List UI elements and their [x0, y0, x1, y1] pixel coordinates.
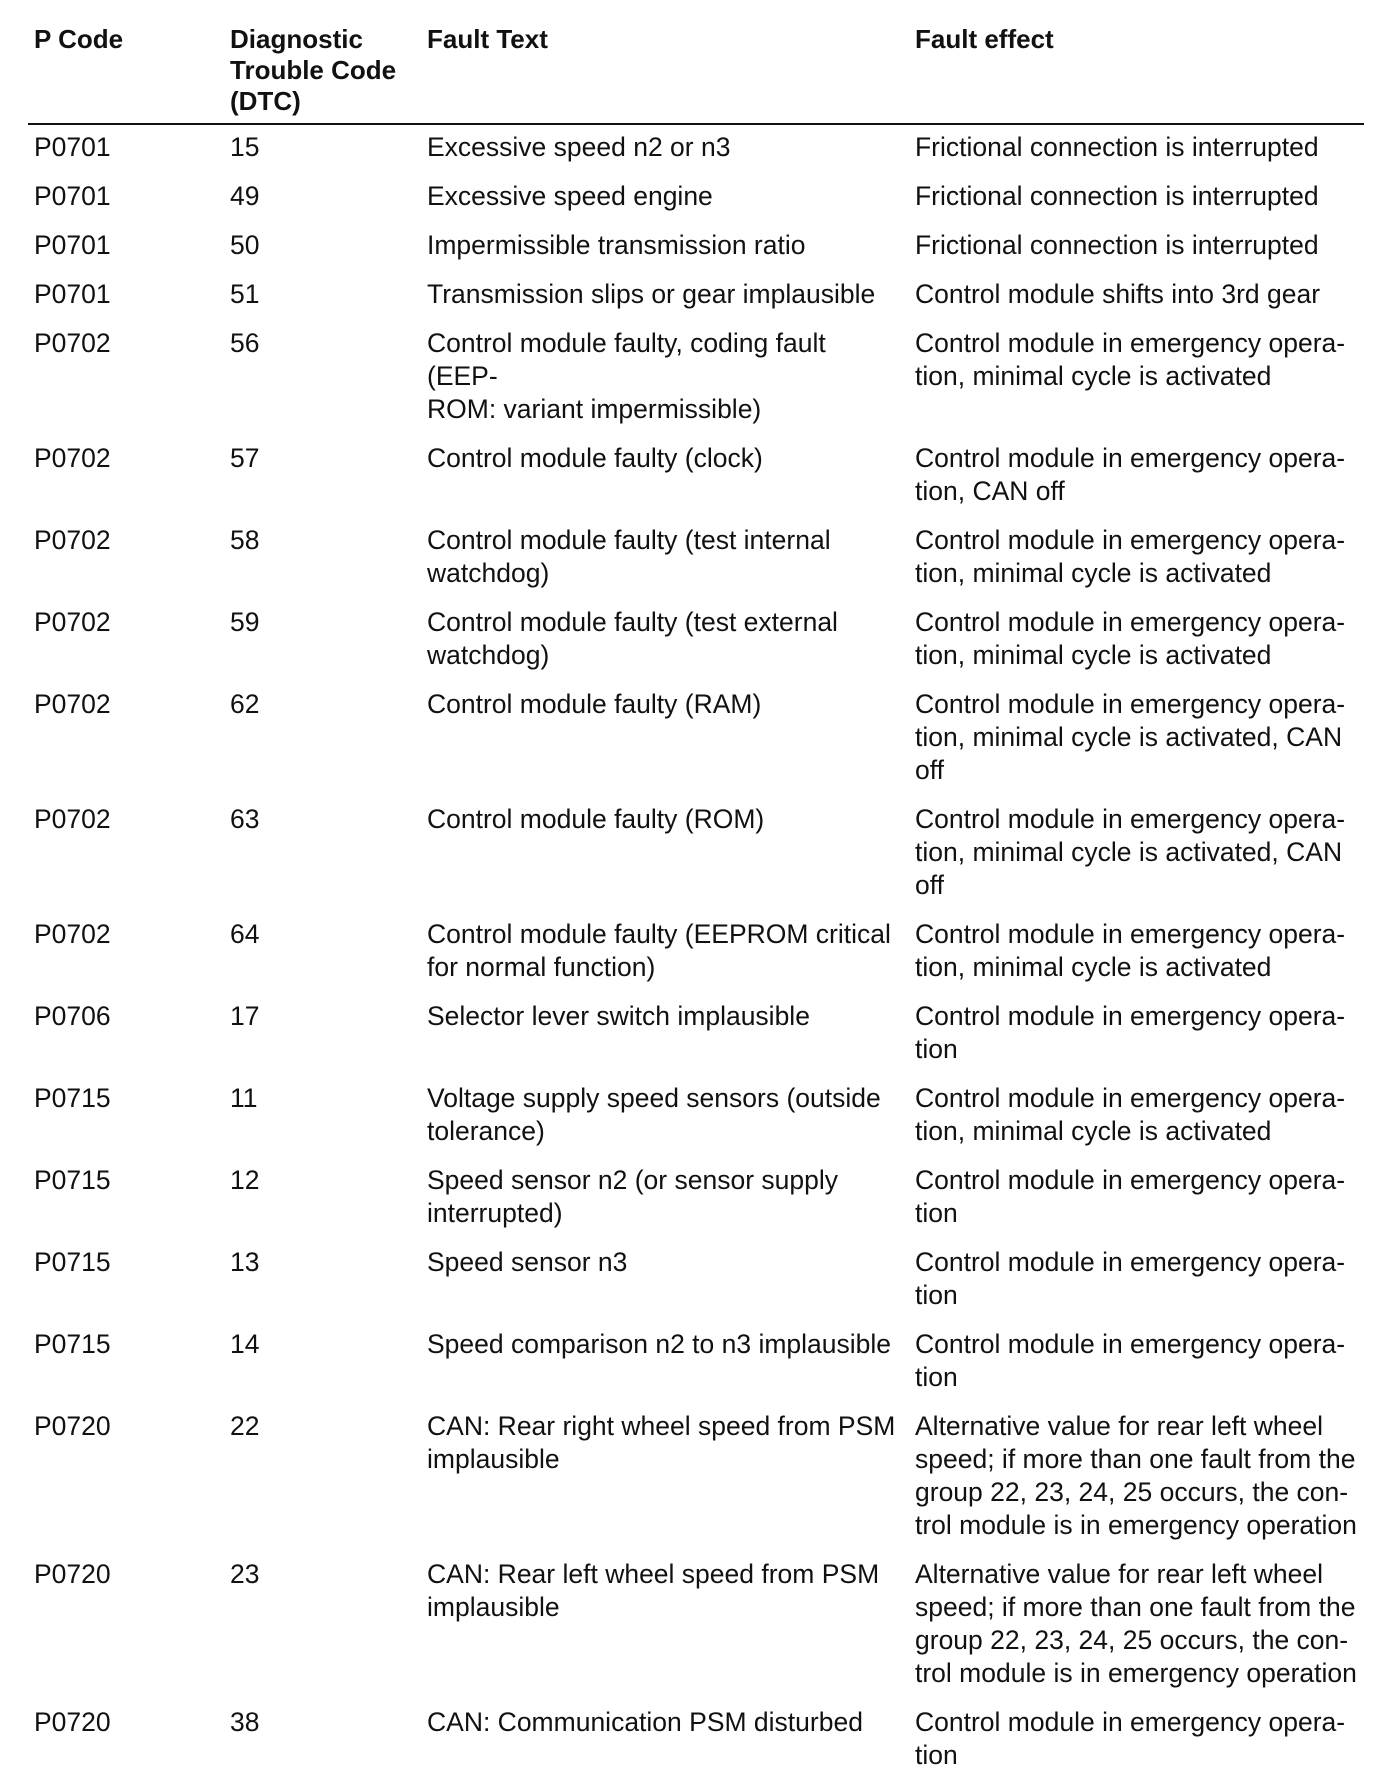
fault-text-value: Transmission slips or gear implausible [427, 279, 876, 309]
table-row [28, 436, 1364, 518]
cell-fault-text [421, 797, 909, 912]
cell-fault-text [421, 518, 909, 600]
cell-fault-effect [909, 124, 1364, 174]
cell-p-code [28, 600, 224, 682]
fault-text-value: Control module faulty, coding fault (EEP- ROM: variant impermissible) [427, 328, 826, 424]
dtc-value: 50 [230, 230, 260, 260]
cell-fault-text [421, 1552, 909, 1700]
fault-text-value: Excessive speed n2 or n3 [427, 132, 731, 162]
fault-text-value: CAN: Communication PSM disturbed [427, 1707, 863, 1737]
p-code-value: P0701 [34, 230, 111, 260]
cell-fault-text [421, 600, 909, 682]
cell-dtc [224, 518, 421, 600]
fault-text-value: CAN: Rear left wheel speed from PSM implausible [427, 1559, 880, 1622]
cell-fault-text [421, 272, 909, 321]
cell-dtc [224, 912, 421, 994]
p-code-value: P0701 [34, 279, 111, 309]
cell-p-code [28, 1076, 224, 1158]
cell-fault-effect [909, 912, 1364, 994]
table-row [28, 124, 1364, 174]
table-row [28, 1240, 1364, 1322]
cell-fault-text [421, 321, 909, 436]
p-code-value: P0720 [34, 1707, 111, 1737]
cell-fault-effect [909, 994, 1364, 1076]
cell-fault-text [421, 682, 909, 797]
cell-dtc [224, 682, 421, 797]
fault-effect-value: Frictional connection is interrupted [915, 230, 1319, 260]
cell-dtc [224, 321, 421, 436]
cell-fault-effect [909, 1404, 1364, 1552]
cell-fault-effect [909, 1700, 1364, 1782]
dtc-value: 57 [230, 443, 260, 473]
cell-fault-text [421, 994, 909, 1076]
cell-p-code [28, 1322, 224, 1404]
cell-fault-effect [909, 272, 1364, 321]
header-p-code-label: P Code [34, 24, 124, 54]
p-code-value: P0715 [34, 1329, 111, 1359]
fault-text-value: Impermissible transmission ratio [427, 230, 806, 260]
cell-fault-text [421, 1158, 909, 1240]
fault-effect-value: Control module in emergency opera- tion [915, 1165, 1346, 1228]
fault-text-value: Control module faulty (test external watchdog) [427, 607, 838, 670]
cell-dtc [224, 272, 421, 321]
fault-text-value: Control module faulty (ROM) [427, 804, 765, 834]
cell-dtc [224, 124, 421, 174]
p-code-value: P0702 [34, 607, 111, 637]
p-code-value: P0706 [34, 1001, 111, 1031]
p-code-value: P0702 [34, 689, 111, 719]
table-row [28, 1404, 1364, 1552]
cell-fault-text [421, 436, 909, 518]
cell-fault-text [421, 174, 909, 223]
fault-effect-value: Frictional connection is interrupted [915, 181, 1319, 211]
cell-p-code [28, 436, 224, 518]
cell-p-code [28, 1700, 224, 1782]
fault-code-table [28, 22, 1364, 1782]
p-code-value: P0715 [34, 1083, 111, 1113]
cell-fault-effect [909, 1322, 1364, 1404]
p-code-value: P0715 [34, 1247, 111, 1277]
header-fault-effect [909, 22, 1364, 124]
fault-text-value: Speed sensor n2 (or sensor supply interrupted) [427, 1165, 838, 1228]
cell-p-code [28, 682, 224, 797]
cell-fault-effect [909, 1158, 1364, 1240]
table-row [28, 1552, 1364, 1700]
dtc-value: 22 [230, 1411, 260, 1441]
cell-fault-effect [909, 1076, 1364, 1158]
cell-fault-effect [909, 223, 1364, 272]
cell-p-code [28, 1240, 224, 1322]
table-row [28, 1700, 1364, 1782]
cell-fault-text [421, 912, 909, 994]
cell-dtc [224, 1158, 421, 1240]
header-p-code [28, 22, 224, 124]
dtc-value: 59 [230, 607, 260, 637]
fault-text-value: Control module faulty (RAM) [427, 689, 762, 719]
p-code-value: P0701 [34, 132, 111, 162]
cell-fault-text [421, 1700, 909, 1782]
p-code-value: P0720 [34, 1411, 111, 1441]
p-code-value: P0702 [34, 525, 111, 555]
fault-text-value: Control module faulty (clock) [427, 443, 763, 473]
p-code-value: P0701 [34, 181, 111, 211]
cell-fault-effect [909, 797, 1364, 912]
dtc-value: 13 [230, 1247, 260, 1277]
cell-fault-effect [909, 1240, 1364, 1322]
fault-effect-value: Frictional connection is interrupted [915, 132, 1319, 162]
cell-fault-text [421, 1240, 909, 1322]
fault-text-value: Control module faulty (test internal watchdog) [427, 525, 831, 588]
fault-text-value: CAN: Rear right wheel speed from PSM implausible [427, 1411, 896, 1474]
table-row [28, 174, 1364, 223]
table-row [28, 272, 1364, 321]
cell-dtc [224, 1404, 421, 1552]
fault-effect-value: Control module in emergency opera- tion [915, 1001, 1346, 1064]
cell-p-code [28, 223, 224, 272]
fault-effect-value: Control module in emergency opera- tion, minimal cycle is activated [915, 919, 1346, 982]
cell-fault-effect [909, 436, 1364, 518]
table-row [28, 1076, 1364, 1158]
fault-effect-value: Control module shifts into 3rd gear [915, 279, 1321, 309]
cell-dtc [224, 797, 421, 912]
cell-p-code [28, 912, 224, 994]
cell-dtc [224, 1076, 421, 1158]
cell-dtc [224, 1700, 421, 1782]
dtc-value: 38 [230, 1707, 260, 1737]
fault-text-value: Selector lever switch implausible [427, 1001, 810, 1031]
fault-effect-value: Control module in emergency opera- tion, minimal cycle is activated [915, 1083, 1346, 1146]
dtc-value: 15 [230, 132, 260, 162]
cell-dtc [224, 174, 421, 223]
dtc-value: 49 [230, 181, 260, 211]
dtc-value: 17 [230, 1001, 260, 1031]
dtc-value: 64 [230, 919, 260, 949]
table-row [28, 994, 1364, 1076]
dtc-value: 12 [230, 1165, 260, 1195]
cell-p-code [28, 994, 224, 1076]
cell-p-code [28, 321, 224, 436]
header-dtc [224, 22, 421, 124]
cell-p-code [28, 518, 224, 600]
table-row [28, 321, 1364, 436]
cell-p-code [28, 797, 224, 912]
fault-text-value: Voltage supply speed sensors (outside tolerance) [427, 1083, 881, 1146]
cell-fault-text [421, 1076, 909, 1158]
header-fault-text [421, 22, 909, 124]
fault-effect-value: Alternative value for rear left wheel speed; if more than one fault from the group 22, 23, 24, 25 occurs, the con- trol module is in emergency operation [915, 1559, 1357, 1688]
p-code-value: P0702 [34, 328, 111, 358]
fault-effect-value: Control module in emergency opera- tion [915, 1247, 1346, 1310]
header-fault-text-label: Fault Text [427, 24, 548, 54]
dtc-value: 51 [230, 279, 260, 309]
cell-fault-text [421, 223, 909, 272]
fault-effect-value: Control module in emergency opera- tion [915, 1707, 1346, 1770]
cell-p-code [28, 1552, 224, 1700]
table-header [28, 22, 1364, 124]
cell-fault-text [421, 1404, 909, 1552]
cell-fault-effect [909, 518, 1364, 600]
cell-fault-effect [909, 321, 1364, 436]
table-row [28, 682, 1364, 797]
cell-dtc [224, 1240, 421, 1322]
fault-text-value: Speed comparison n2 to n3 implausible [427, 1329, 892, 1359]
fault-effect-value: Control module in emergency opera- tion, minimal cycle is activated [915, 525, 1346, 588]
cell-dtc [224, 600, 421, 682]
p-code-value: P0702 [34, 804, 111, 834]
fault-effect-value: Control module in emergency opera- tion, minimal cycle is activated, CAN off [915, 689, 1346, 785]
table-row [28, 518, 1364, 600]
p-code-value: P0720 [34, 1559, 111, 1589]
fault-effect-value: Alternative value for rear left wheel speed; if more than one fault from the group 22, 23, 24, 25 occurs, the con- trol module is in emergency operation [915, 1411, 1357, 1540]
cell-p-code [28, 272, 224, 321]
p-code-value: P0715 [34, 1165, 111, 1195]
fault-effect-value: Control module in emergency opera- tion [915, 1329, 1346, 1392]
dtc-value: 11 [230, 1083, 258, 1113]
cell-fault-effect [909, 174, 1364, 223]
dtc-value: 58 [230, 525, 260, 555]
p-code-value: P0702 [34, 443, 111, 473]
cell-dtc [224, 994, 421, 1076]
cell-fault-text [421, 124, 909, 174]
fault-effect-value: Control module in emergency opera- tion, minimal cycle is activated, CAN off [915, 804, 1346, 900]
cell-fault-effect [909, 682, 1364, 797]
cell-p-code [28, 1404, 224, 1552]
cell-dtc [224, 1322, 421, 1404]
header-fault-effect-label: Fault effect [915, 24, 1054, 54]
fault-effect-value: Control module in emergency opera- tion, minimal cycle is activated [915, 607, 1346, 670]
fault-text-value: Excessive speed engine [427, 181, 713, 211]
table-row [28, 1158, 1364, 1240]
cell-dtc [224, 223, 421, 272]
dtc-value: 56 [230, 328, 260, 358]
dtc-value: 23 [230, 1559, 260, 1589]
fault-text-value: Control module faulty (EEPROM critical for normal function) [427, 919, 891, 982]
cell-fault-effect [909, 1552, 1364, 1700]
dtc-value: 62 [230, 689, 260, 719]
table-row [28, 1322, 1364, 1404]
table-row [28, 912, 1364, 994]
table-body [28, 124, 1364, 1782]
cell-p-code [28, 1158, 224, 1240]
table-row [28, 797, 1364, 912]
header-dtc-label: Diagnostic Trouble Code (DTC) [230, 24, 397, 116]
fault-effect-value: Control module in emergency opera- tion, minimal cycle is activated [915, 328, 1346, 391]
cell-fault-text [421, 1322, 909, 1404]
table-row [28, 223, 1364, 272]
fault-effect-value: Control module in emergency opera- tion, CAN off [915, 443, 1346, 506]
cell-p-code [28, 124, 224, 174]
cell-dtc [224, 1552, 421, 1700]
cell-dtc [224, 436, 421, 518]
cell-p-code [28, 174, 224, 223]
dtc-value: 63 [230, 804, 260, 834]
p-code-value: P0702 [34, 919, 111, 949]
header-row [28, 22, 1364, 124]
dtc-value: 14 [230, 1329, 260, 1359]
fault-text-value: Speed sensor n3 [427, 1247, 628, 1277]
table-row [28, 600, 1364, 682]
cell-fault-effect [909, 600, 1364, 682]
